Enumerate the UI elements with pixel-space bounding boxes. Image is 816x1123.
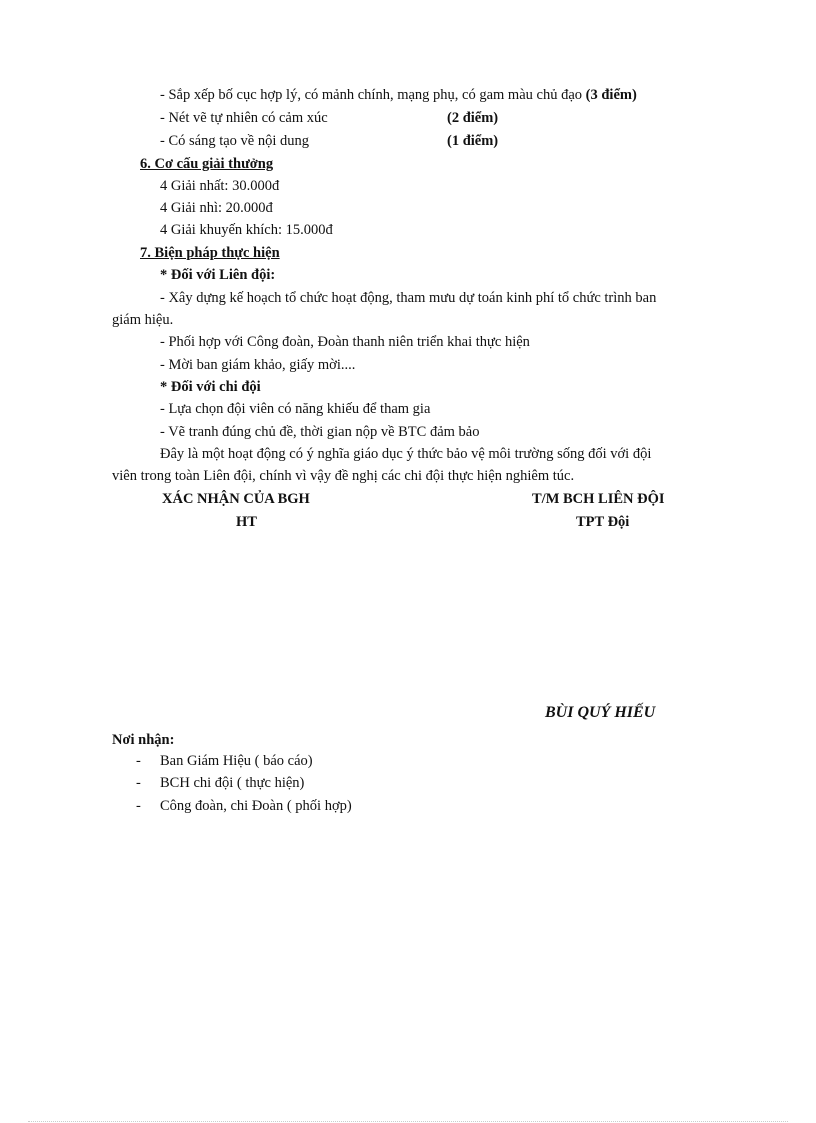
closing-line-2: viên trong toàn Liên đội, chính vì vậy đề nghị các chi đội thực hiện nghiêm túc. bbox=[112, 468, 575, 484]
recipient-bullet: - bbox=[136, 775, 141, 791]
signature-right-name: BÙI QUÝ HIẾU bbox=[545, 704, 656, 721]
page-bottom-rule bbox=[28, 1121, 788, 1122]
recipient-bullet: - bbox=[136, 798, 141, 814]
signature-right-role: TPT Đội bbox=[576, 514, 630, 530]
section-7-heading: 7. Biện pháp thực hiện bbox=[140, 245, 280, 261]
recipients-heading: Nơi nhận: bbox=[112, 732, 175, 748]
criteria-3-text: - Có sáng tạo về nội dung bbox=[160, 133, 310, 149]
signature-right-title: T/M BCH LIÊN ĐỘI bbox=[532, 491, 665, 507]
section-6-heading: 6. Cơ cấu giải thưởng bbox=[140, 156, 274, 172]
signature-left-role: HT bbox=[236, 514, 257, 530]
recipient-item-2: BCH chi đội ( thực hiện) bbox=[160, 775, 305, 791]
signature-left-title: XÁC NHẬN CỦA BGH bbox=[162, 491, 310, 507]
chi-doi-heading: * Đối với chi đội bbox=[160, 379, 261, 395]
lien-doi-item-3: - Mời ban giám khảo, giấy mời.... bbox=[160, 357, 356, 373]
prize-item-1: 4 Giải nhất: 30.000đ bbox=[160, 178, 280, 194]
prize-item-3: 4 Giải khuyến khích: 15.000đ bbox=[160, 222, 333, 238]
recipient-item-3: Công đoàn, chi Đoàn ( phối hợp) bbox=[160, 798, 352, 814]
criteria-1-text: - Sắp xếp bố cục hợp lý, có mảnh chính, mạng phụ, có gam màu chủ đạo bbox=[160, 87, 583, 103]
chi-doi-item-1: - Lựa chọn đội viên có năng khiếu để tham gia bbox=[160, 401, 431, 417]
criteria-1-points: (3 điểm) bbox=[585, 87, 637, 103]
criteria-3-points: (1 điểm) bbox=[447, 133, 499, 149]
lien-doi-heading: * Đối với Liên đội: bbox=[160, 267, 276, 283]
lien-doi-item-1-line-2: giám hiệu. bbox=[112, 312, 174, 328]
criteria-2-text: - Nét vẽ tự nhiên có cảm xúc bbox=[160, 110, 328, 126]
criteria-line-1 bbox=[160, 86, 637, 104]
recipient-bullet: - bbox=[136, 753, 141, 769]
chi-doi-item-2: - Vẽ tranh đúng chủ đề, thời gian nộp về BTC đảm bảo bbox=[160, 424, 480, 440]
recipient-item-1: Ban Giám Hiệu ( báo cáo) bbox=[160, 753, 313, 769]
prize-item-2: 4 Giải nhì: 20.000đ bbox=[160, 200, 273, 216]
criteria-2-points: (2 điểm) bbox=[447, 110, 499, 126]
lien-doi-item-1-line-1: - Xây dựng kế hoạch tổ chức hoạt động, tham mưu dự toán kinh phí tổ chức trình ban bbox=[160, 290, 657, 306]
closing-line-1: Đây là một hoạt động có ý nghĩa giáo dục ý thức bảo vệ môi trường sống đối với đội bbox=[160, 446, 652, 462]
lien-doi-item-2: - Phối hợp với Công đoàn, Đoàn thanh niên triển khai thực hiện bbox=[160, 334, 530, 350]
